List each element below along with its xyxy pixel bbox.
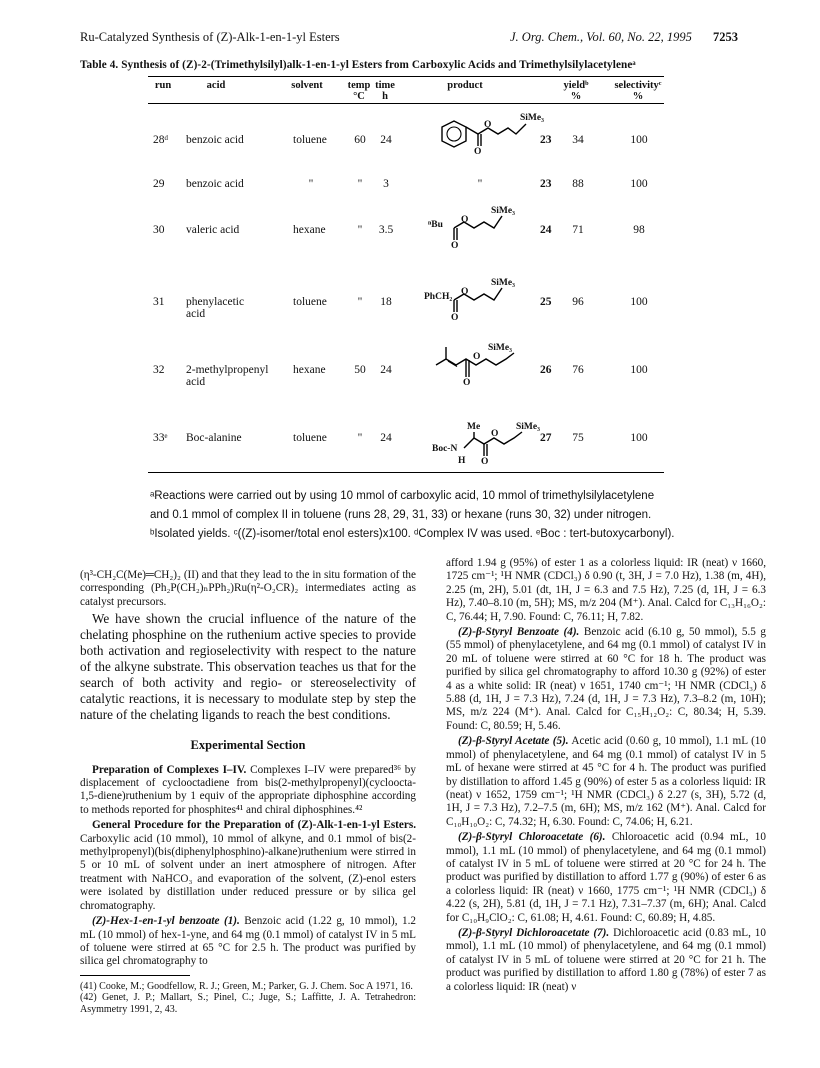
cell-acid: benzoic acid	[186, 134, 244, 146]
ester-oxygen-label: O	[484, 120, 492, 130]
cell-time: 3	[383, 178, 389, 190]
paragraph	[80, 764, 416, 818]
paragraph: afford 1.94 g (95%) of ester 1 as a colorless liquid: IR (neat) ν 1660, 1725 cm⁻¹; ¹H NMR (CDCl₃) δ 0.90 (t, 3H, J = 7.0 Hz), 1.38 (m, 4H), 2.25 (m, 2H), 5.01 (dt, 1H, J = 6.3 and 7.5 Hz), 7.25 (d, 1H, J = 6.3 Hz), 7.40–8.10 (m, 5H); MS, m/z 204 (M⁺). Anal. Calcd for C₁₃H₁₆O₂: C, 76.44; H, 7.90. Found: C, 76.11; H, 7.82.	[446, 557, 766, 623]
nh-label: H	[458, 456, 466, 466]
simes-label: SiMe₃	[520, 113, 544, 123]
cell-temp: 60	[354, 134, 366, 146]
cell-yield: 76	[572, 364, 584, 376]
section-title: Experimental Section	[190, 738, 306, 753]
product-structure-25	[424, 278, 539, 328]
structure-drawing	[436, 343, 536, 393]
cell-selectivity: 100	[630, 432, 648, 444]
run-in-heading: (Z)-β-Styryl Acetate (5).	[458, 735, 569, 748]
paragraph: We have shown the crucial influence of the nature of the chelating phosphine on the ruthenium active species to provide both activation and regioselectivity with respect to the nature of the alkyne substrate. This observation teaches us that for the search of both activity and regio- or stereoselectivity of catalytic reactions, it is necessary to modulate step by step the nature of the chelating ligands to reach the best conditions.	[80, 611, 416, 723]
cell-compound: 23	[540, 134, 552, 146]
cell-selectivity: 98	[633, 224, 645, 236]
cell-solvent: "	[308, 178, 314, 190]
product-structure-24	[428, 206, 538, 256]
header-temp-unit: °C	[353, 91, 365, 102]
paragraph-text: Benzoic acid (1.22 g, 10 mmol), 1.2 mL (10 mmol) of hex-1-yne, and 64 mg (0.1 mmol) of catalyst IV in 5 mL of toluene were stirred at 65 °C for 2.5 h. The product was purified by silica gel chromatography to	[80, 915, 416, 968]
simes-label: SiMe₃	[516, 422, 540, 432]
ester-oxygen-label: O	[491, 429, 499, 439]
paragraph	[446, 626, 766, 733]
cell-solvent: hexane	[293, 364, 326, 376]
cell-acid: valeric acid	[186, 224, 240, 236]
paragraph-text: Chloroacetic acid (0.94 mL, 10 mmol), 1.1 mL (10 mmol) of phenylacetylene, and 64 mg (0.1 mmol) of catalyst IV in 5 mL of toluene were stirred at 20 °C for 24 h. The product was purified by distillation to afford 1.77 g (90%) of ester 6 as a colorless liquid: IR (neat) ν 1660, 1775 cm⁻¹; ¹H NMR (CDCl₃) δ 4.22 (s, 2H), 5.81 (d, 1H, J = 7.1 Hz), 7.31–7.37 (m, 6H); Anal. Calcd for C₁₀H₉ClO₂: C, 61.08; H, 4.61. Found: C, 60.89; H, 4.85.	[446, 831, 766, 924]
carbonyl-oxygen-label: O	[474, 147, 482, 157]
reference: (42) Genet, J. P.; Mallart, S.; Pinel, C.; Juge, S.; Laffitte, J. A. Tetrahedron: Asymmetry 1991, 2, 43.	[80, 992, 416, 1015]
cell-compound: 27	[540, 432, 552, 444]
run-in-heading: General Procedure for the Preparation of (Z)-Alk-1-en-1-yl Esters.	[92, 819, 416, 832]
header-time-unit: h	[382, 91, 388, 102]
paragraph-text: Benzoic acid (6.10 g, 50 mmol), 5.5 g (55 mmol) of phenylacetylene, and 64 mg (0.1 mmol) of catalyst IV in 20 mL of toluene were stirred at 60 °C for 18 h. The product was purified by silica gel chromatography to afford 10.30 g (92%) of ester 4 as a white solid: IR (neat) ν 1651, 1740 cm⁻¹; ¹H NMR (CDCl₃) δ 5.88 (d, 1H, J = 7.3 Hz), 7.24 (d, 1H, J = 7.3 Hz), 7.3–8.2 (m, 10H); MS, m/z 224 (M⁺). Anal. Calcd for C₁₅H₁₂O₂: C, 80.34; H, 5.39. Found: C, 80.59; H, 5.46.	[446, 626, 766, 732]
header-yield: yieldᵇ	[563, 80, 589, 91]
reference: (41) Cooke, M.; Goodfellow, R. J.; Green, M.; Parker, G. J. Chem. Soc A 1971, 16.	[80, 980, 413, 992]
cell-solvent: toluene	[293, 432, 327, 444]
cell-run: 32	[153, 364, 165, 376]
left-column	[80, 569, 416, 1015]
cell-temp: "	[357, 178, 363, 190]
run-in-heading: (Z)-β-Styryl Benzoate (4).	[458, 626, 580, 639]
cell-acid: Boc-alanine	[186, 432, 242, 444]
product-structure-27	[432, 424, 542, 472]
cell-run: 30	[153, 224, 165, 236]
carbonyl-oxygen-label: O	[451, 313, 459, 323]
simes-label: SiMe₃	[491, 278, 515, 288]
paragraph	[446, 831, 766, 925]
running-head-title: Ru-Catalyzed Synthesis of (Z)-Alk-1-en-1-yl Esters	[80, 30, 340, 44]
page-number: 7253	[713, 30, 738, 44]
header-solvent: solvent	[291, 80, 323, 91]
running-head-journal: J. Org. Chem., Vol. 60, No. 22, 1995	[510, 30, 692, 44]
ester-oxygen-label: O	[473, 352, 481, 362]
cell-time: 24	[380, 134, 392, 146]
cell-time: 24	[380, 432, 392, 444]
table-header-rule	[148, 103, 664, 104]
cell-time: 3.5	[378, 224, 394, 236]
table-top-rule	[148, 76, 664, 77]
paragraph	[80, 819, 416, 913]
cell-acid: phenylacetic acid	[186, 296, 245, 320]
methyl-label: Me	[467, 422, 481, 432]
cell-temp: "	[357, 224, 363, 236]
header-selectivity-unit: %	[632, 91, 644, 102]
carbonyl-oxygen-label: O	[451, 241, 459, 251]
simes-label: SiMe₃	[491, 206, 515, 216]
cell-run: 33ᵉ	[153, 432, 168, 444]
carbonyl-oxygen-label: O	[463, 378, 471, 388]
product-structure-23	[430, 112, 544, 162]
carbonyl-oxygen-label: O	[481, 457, 489, 467]
cell-solvent: hexane	[293, 224, 326, 236]
product-structure-26	[436, 343, 536, 393]
cell-yield: 88	[572, 178, 584, 190]
paragraph-text: Dichloroacetic acid (0.83 mL, 10 mmol), 1.1 mL (10 mmol) of phenylacetylene, and 64 mg (0.1 mmol) of catalyst IV in 5 mL of toluene were stirred at 20 °C for 21 h. The product was purified by distillation to afford 1.80 g (78%) of ester 7 as a colorless liquid: IR (neat) ν	[446, 926, 766, 993]
run-in-heading: (Z)-Hex-1-en-1-yl benzoate (1).	[92, 915, 240, 928]
simes-label: SiMe₃	[488, 343, 512, 353]
cell-time: 24	[380, 364, 392, 376]
paragraph: (η³-CH₂C(Me)═CH₂)₂ (II) and that they lead to the in situ formation of the corresponding (Ph₂P(CH₂)ₙPPh₂)Ru(η²-O₂CR)₂ intermediates acting as catalyst precursors.	[80, 569, 416, 608]
header-temp: temp	[347, 80, 371, 91]
structure-drawing	[424, 278, 539, 328]
run-in-heading: (Z)-β-Styryl Chloroacetate (6).	[458, 831, 606, 844]
run-in-heading: (Z)-β-Styryl Dichloroacetate (7).	[458, 926, 610, 939]
ester-oxygen-label: O	[461, 215, 469, 225]
run-in-heading: Preparation of Complexes I–IV.	[92, 763, 247, 776]
table-bottom-rule	[148, 472, 664, 473]
right-column	[446, 557, 766, 996]
header-product: product	[447, 80, 483, 91]
cell-selectivity: 100	[630, 296, 648, 308]
cell-selectivity: 100	[630, 364, 648, 376]
paragraph	[446, 735, 766, 829]
cell-yield: 96	[572, 296, 584, 308]
cell-temp: "	[357, 432, 363, 444]
cell-run: 28ᵈ	[153, 134, 169, 146]
cell-run: 31	[153, 296, 165, 308]
paragraph	[80, 915, 416, 969]
ester-oxygen-label: O	[461, 287, 469, 297]
paragraph-text: Complexes I–IV were prepared³⁶ by displacement of cyclooctadiene from bis(2-methylpropenyl)(cycloocta-1,5-diene)ruthenium by 1 equiv of the appropriate diphosphine according to methods reported for phosphites⁴¹ and chiral diphosphines.⁴²	[80, 763, 416, 816]
paragraph	[446, 927, 766, 994]
cell-temp: "	[357, 296, 363, 308]
cell-yield: 71	[572, 224, 584, 236]
table-footnote: ᵃReactions were carried out by using 10 mmol of carboxylic acid, 10 mmol of trimethylsilylacetylene and 0.1 mmol of complex II in toluene (runs 28, 29, 31, 33) or hexane (runs 30, 32) under nitrogen. ᵇIsolated yields. ᶜ((Z)-isomer/total enol esters)x100. ᵈComplex IV was used. ᵉBoc : tert-butoxycarbonyl).	[150, 490, 675, 540]
header-selectivity: selectivityᶜ	[614, 80, 662, 91]
footnote-rule	[80, 975, 190, 976]
cell-acid: 2-methylpropenyl acid	[186, 364, 269, 388]
header-run: run	[154, 80, 172, 91]
cell-temp: 50	[354, 364, 366, 376]
cell-compound: 23	[540, 178, 552, 190]
cell-yield: 34	[572, 134, 584, 146]
cell-solvent: toluene	[293, 296, 327, 308]
cell-time: 18	[380, 296, 392, 308]
cell-compound: 24	[540, 224, 552, 236]
header-acid: acid	[206, 80, 226, 91]
cell-compound: 26	[540, 364, 552, 376]
cell-run: 29	[153, 178, 165, 190]
phch2-label: PhCH₂	[424, 292, 453, 302]
cell-solvent: toluene	[293, 134, 327, 146]
boc-n-label: Boc-N	[432, 444, 458, 454]
cell-product-ditto: "	[477, 178, 483, 190]
cell-compound: 25	[540, 296, 552, 308]
cell-yield: 75	[572, 432, 584, 444]
structure-drawing	[428, 206, 538, 256]
header-time: time	[375, 80, 395, 91]
cell-selectivity: 100	[630, 134, 648, 146]
paragraph-text: Carboxylic acid (10 mmol), 10 mmol of alkyne, and 0.1 mmol of bis(2-methylpropenyl)(bis(diphenylphosphino)-alkane)ruthenium were stirred in 5 or 10 mL of solvent under an inert atmosphere of nitrogen. After treatment with NaHCO₃ and evaporation of the solvent, (Z)-enol esters were isolated by distillation under reduced pressure or by silica gel chromatography.	[80, 832, 416, 912]
cell-acid: benzoic acid	[186, 178, 244, 190]
table-caption: Table 4. Synthesis of (Z)-2-(Trimethylsilyl)alk-1-en-1-yl Esters from Carboxylic Acids and Trimethylsilylacetyleneᵃ	[80, 59, 636, 71]
header-yield-unit: %	[570, 91, 582, 102]
references	[80, 981, 416, 1016]
cell-selectivity: 100	[630, 178, 648, 190]
paragraph-text: Acetic acid (0.60 g, 10 mmol), 1.1 mL (10 mmol) of phenylacetylene, and 64 mg (0.1 mmol) of catalyst IV in 5 mL of hexane were stirred at 45 °C for 4 h. The product was purified by distillation to afford 1.45 g (90%) of ester 5 as a colorless liquid: IR (neat) ν 1652, 1759 cm⁻¹; ¹H NMR (CDCl₃) δ 2.27 (s, 3H), 5.72 (d, 1H, J = 7.3 Hz), 7.2–7.5 (m, 6H); MS, m/z 162 (M⁺). Anal. Calcd for C₁₀H₁₀O₂: C, 74.32; H, 6.30. Found: C, 74.06; H, 6.21.	[446, 735, 766, 828]
nbu-label: ⁿBu	[428, 220, 443, 230]
